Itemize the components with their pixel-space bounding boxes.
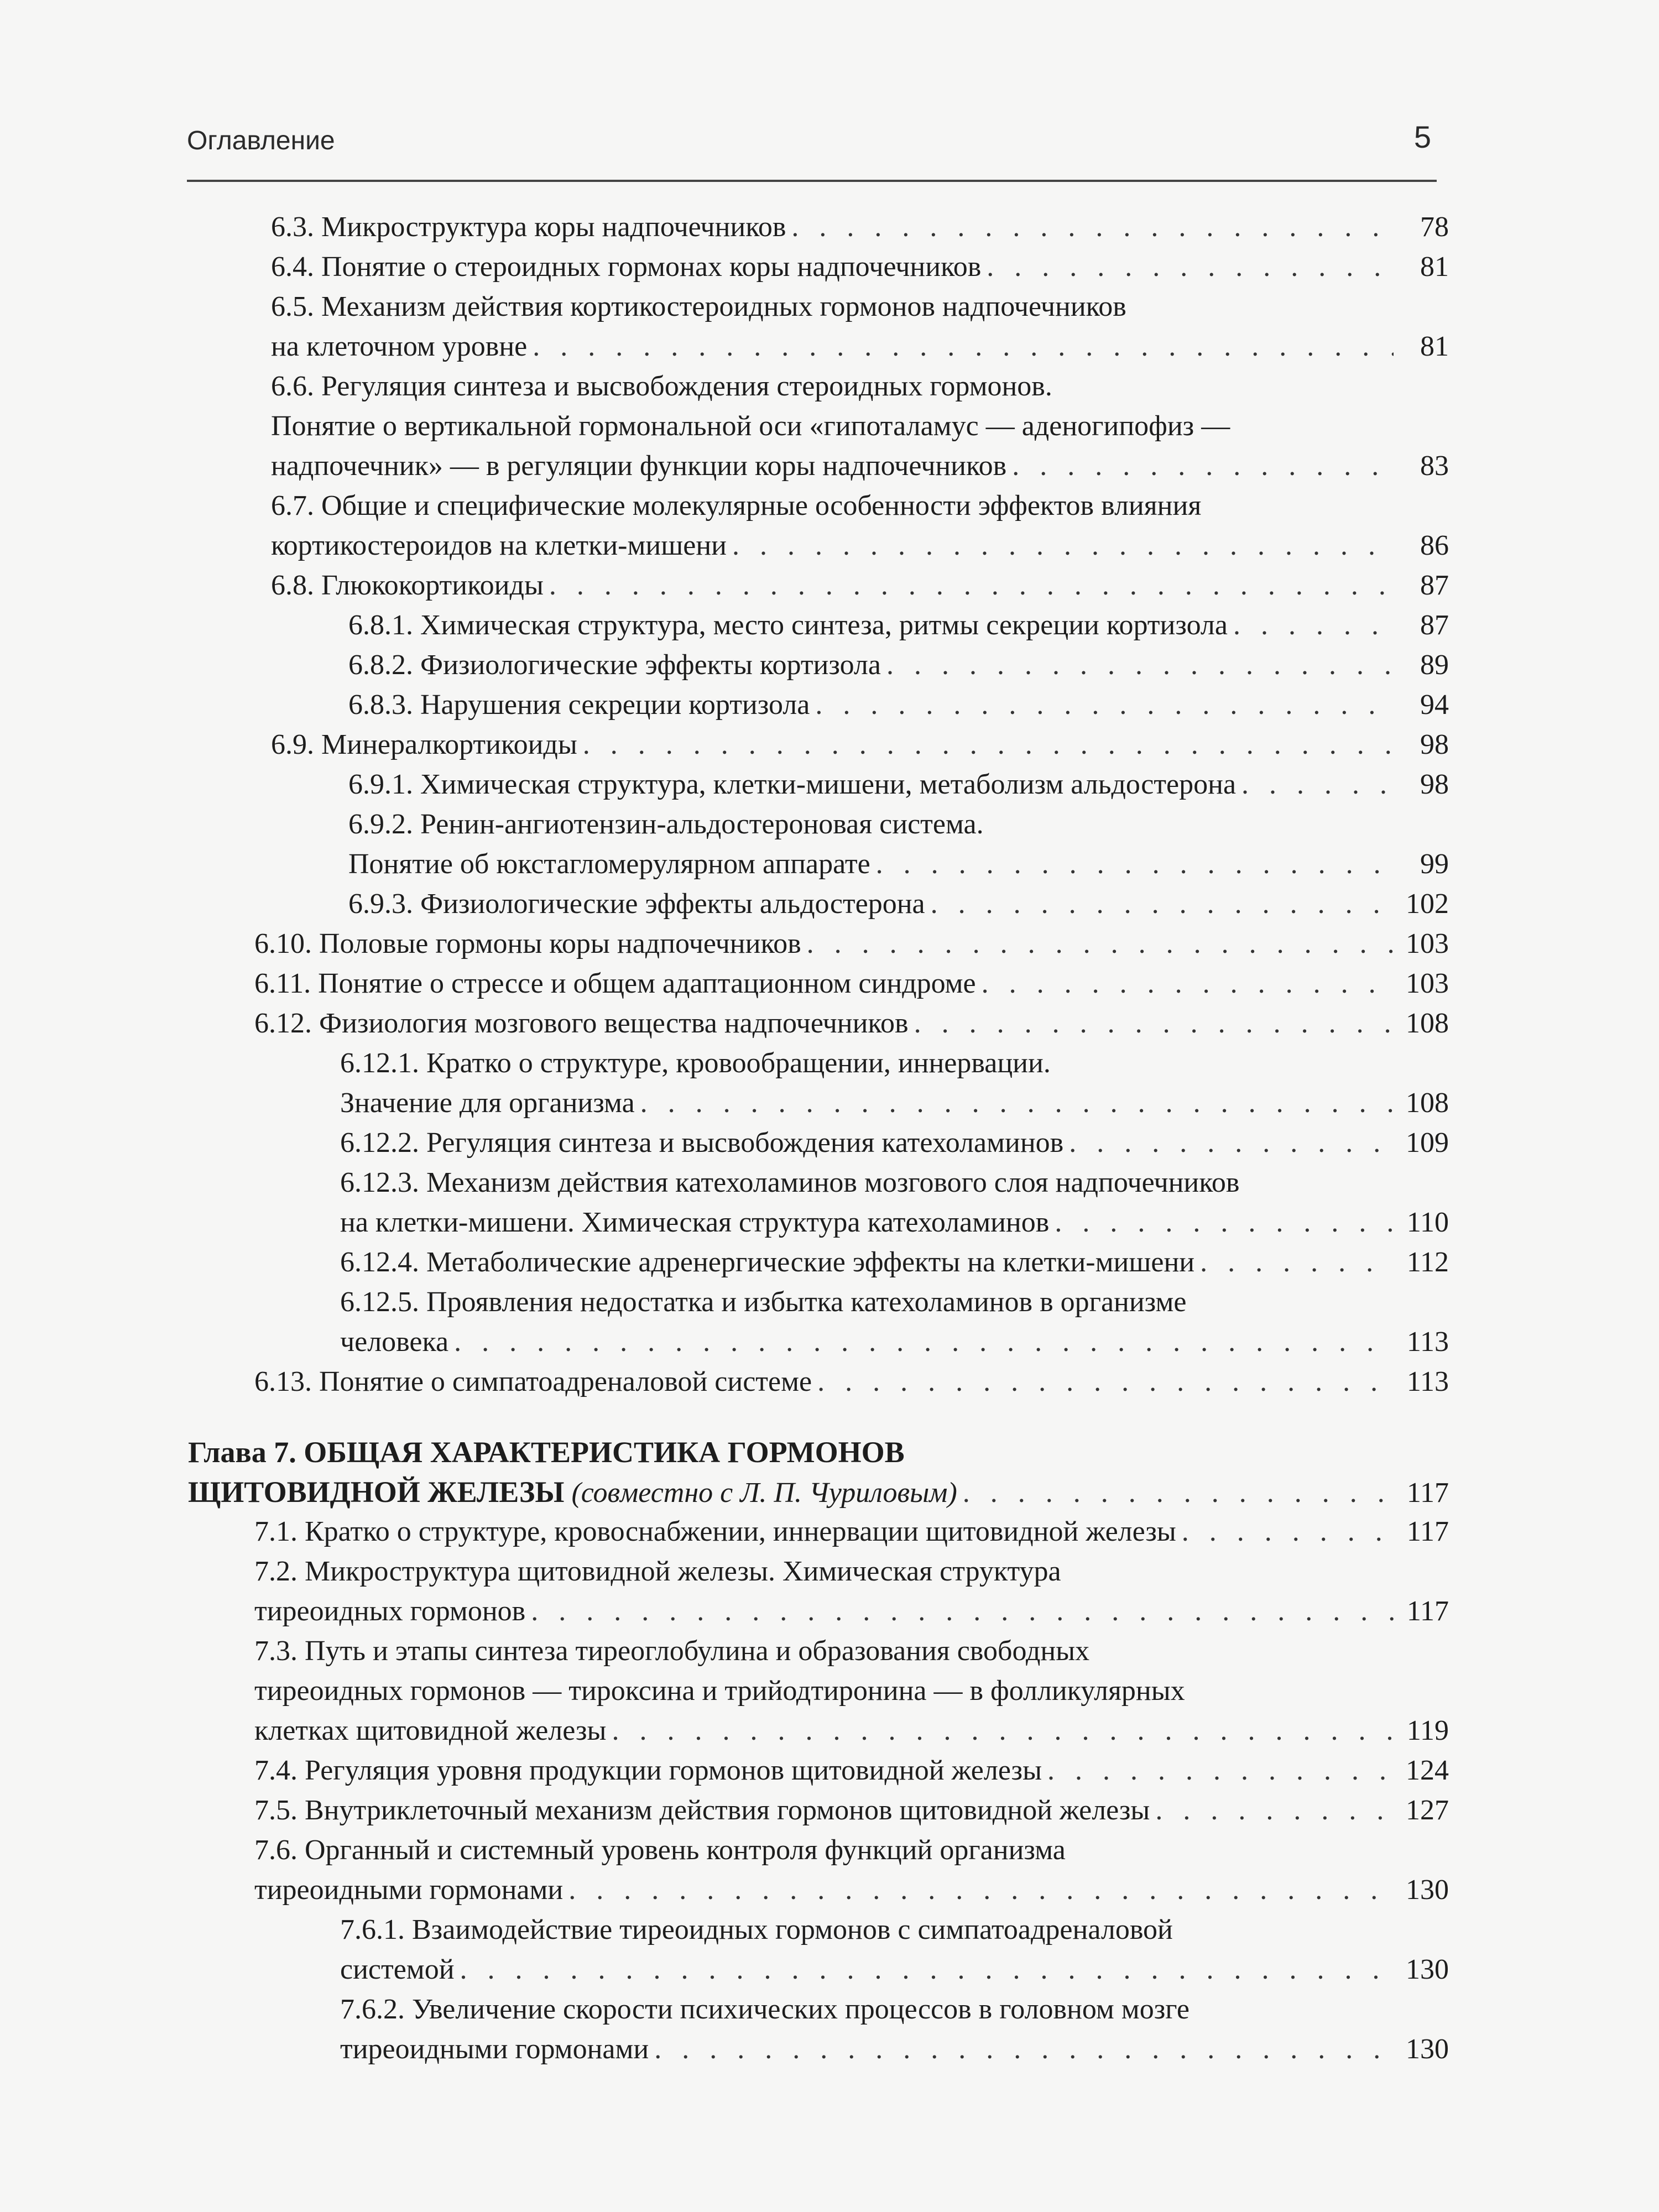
toc-entry-text: 6.12.3. Механизм действия катехоламинов мозгового слоя надпочечников (340, 1167, 1240, 1198)
toc-entry (188, 566, 1449, 606)
toc-page-number: 113 (1406, 1366, 1449, 1397)
running-header-title: Оглавление (187, 126, 335, 155)
toc-leader-dots (454, 1322, 1394, 1362)
toc-entry (188, 1512, 1449, 1552)
toc-entry-text: 7.6. Органный и системный уровень контроля функций организма (254, 1834, 1066, 1866)
toc-page-number: 87 (1420, 609, 1449, 641)
toc-entry-text: Понятие о вертикальной гормональной оси «гипоталамус — аденогипофиз — (271, 410, 1230, 442)
toc-page-number: 108 (1406, 1087, 1449, 1119)
toc-entry-text: кортикостероидов на клетки-мишени (271, 530, 727, 561)
toc-leader-dots (815, 685, 1394, 725)
toc-page-number: 98 (1420, 729, 1449, 760)
toc-entry-text: 6.10. Половые гормоны коры надпочечников (254, 928, 801, 959)
toc-entry-text: 6.8.1. Химическая структура, место синтеза, ритмы секреции кортизола (348, 609, 1228, 641)
toc-entry-text: на клетки-мишени. Химическая структура катехоламинов (340, 1207, 1050, 1238)
toc-leader-dots (549, 566, 1394, 606)
toc-entry (188, 1004, 1449, 1044)
toc-page-number: 99 (1420, 848, 1449, 880)
toc-page-number: 108 (1406, 1008, 1449, 1039)
toc-entry (188, 924, 1449, 964)
running-header (187, 113, 1437, 182)
toc-page-number: 130 (1406, 1874, 1449, 1906)
toc-entry-text: 7.4. Регуляция уровня продукции гормонов щитовидной железы (254, 1755, 1042, 1786)
toc-entry-text: Понятие об юкстагломерулярном аппарате (348, 848, 870, 880)
toc-page-number: 127 (1406, 1794, 1449, 1826)
toc-entry-text: 6.9. Минералкортикоиды (271, 729, 577, 760)
toc-leader-dots (1200, 1243, 1394, 1282)
toc-leader-dots (914, 1004, 1394, 1044)
toc-leader-dots (876, 844, 1394, 884)
toc-subentry (188, 645, 1449, 685)
toc-page-number: 130 (1406, 2033, 1449, 2065)
toc-entry-text: 6.12.5. Проявления недостатка и избытка катехоламинов в организме (340, 1286, 1187, 1318)
toc-entry (188, 327, 1449, 367)
toc-page-number: 81 (1420, 251, 1449, 283)
toc-leader-dots (1182, 1512, 1394, 1552)
toc-entry (188, 725, 1449, 765)
toc-entry-text: человека (340, 1326, 449, 1358)
toc-leader-dots (963, 1473, 1394, 1513)
toc-leader-dots (807, 924, 1394, 964)
toc-entry-text: 6.3. Микроструктура коры надпочечников (271, 211, 786, 243)
toc-leader-dots (1069, 1123, 1394, 1163)
table-of-contents (188, 207, 1449, 2069)
toc-leader-dots (1155, 1791, 1394, 1830)
toc-entry-text: 6.12. Физиология мозгового вещества надпочечников (254, 1008, 909, 1039)
toc-page-number: 102 (1406, 888, 1449, 920)
toc-leader-dots (791, 207, 1394, 247)
toc-leader-dots (1047, 1751, 1394, 1791)
toc-entry-text: тиреоидных гормонов (254, 1595, 526, 1627)
toc-entry-text: 6.5. Механизм действия кортикостероидных гормонов надпочечников (271, 291, 1126, 322)
toc-page-number: 103 (1406, 968, 1449, 999)
chapter-heading-text: ЩИТОВИДНОЙ ЖЕЛЕЗЫ (188, 1475, 565, 1509)
toc-entry (188, 247, 1449, 287)
toc-entry-text: 6.13. Понятие о симпатоадреналовой системе (254, 1366, 812, 1397)
toc-leader-dots (886, 645, 1394, 685)
toc-page-number: 110 (1406, 1207, 1449, 1238)
toc-entry-text: надпочечник» — в регуляции функции коры надпочечников (271, 450, 1007, 482)
toc-leader-dots (460, 1950, 1394, 1990)
toc-page-number: 94 (1420, 689, 1449, 721)
toc-page-number: 124 (1406, 1755, 1449, 1786)
toc-entry-text: 6.8.3. Нарушения секреции кортизола (348, 689, 810, 721)
toc-page-number: 130 (1406, 1954, 1449, 1985)
toc-entry-text: 6.7. Общие и специфические молекулярные особенности эффектов влияния (271, 490, 1202, 521)
toc-page-number: 87 (1420, 570, 1449, 601)
toc-leader-dots (583, 725, 1394, 765)
toc-leader-dots (533, 327, 1394, 367)
toc-entry-text: 7.1. Кратко о структуре, кровоснабжении, иннервации щитовидной железы (254, 1516, 1176, 1547)
toc-subentry (188, 685, 1449, 725)
toc-page-number: 117 (1406, 1595, 1449, 1627)
toc-entry-text: 6.11. Понятие о стрессе и общем адаптационном синдроме (254, 968, 976, 999)
toc-entry-text: 6.8.2. Физиологические эффекты кортизола (348, 649, 881, 681)
toc-leader-dots (987, 247, 1394, 287)
toc-entry-text: 7.6.1. Взаимодействие тиреоидных гормонов с симпатоадреналовой (340, 1914, 1173, 1945)
page-number: 5 (1413, 119, 1431, 154)
toc-leader-dots (982, 964, 1394, 1004)
toc-page-number: 78 (1420, 211, 1449, 243)
toc-subentry (188, 1083, 1449, 1123)
toc-subentry (188, 1322, 1449, 1362)
toc-entry-text: 7.6.2. Увеличение скорости психических процессов в головном мозге (340, 1994, 1190, 2025)
toc-entry (188, 526, 1449, 566)
toc-subentry (188, 844, 1449, 884)
toc-page-number: 89 (1420, 649, 1449, 681)
toc-page-number: 113 (1406, 1326, 1449, 1358)
toc-entry-text: 6.9.1. Химическая структура, клетки-мишени, метаболизм альдостерона (348, 769, 1237, 800)
toc-entry (188, 1751, 1449, 1791)
toc-page-number: 81 (1420, 331, 1449, 362)
toc-subentry (188, 765, 1449, 805)
toc-entry-text: 6.6. Регуляция синтеза и высвобождения стероидных гормонов. (271, 371, 1052, 402)
toc-entry-text: 7.5. Внутриклеточный механизм действия гормонов щитовидной железы (254, 1794, 1150, 1826)
toc-page-number: 109 (1406, 1127, 1449, 1159)
toc-entry (188, 1592, 1449, 1631)
toc-leader-dots (568, 1870, 1394, 1910)
toc-leader-dots (1233, 606, 1394, 645)
toc-leader-dots (640, 1083, 1394, 1123)
toc-entry-text: 6.12.4. Метаболические адренергические эффекты на клетки-мишени (340, 1246, 1195, 1278)
toc-leader-dots (612, 1711, 1394, 1751)
toc-leader-dots (1055, 1203, 1394, 1243)
chapter-heading-row (188, 1472, 1449, 1512)
toc-leader-dots (531, 1592, 1394, 1631)
toc-page-number: 83 (1420, 450, 1449, 482)
toc-entry-text: тиреоидными гормонами (254, 1874, 564, 1906)
toc-subentry (188, 2030, 1449, 2069)
toc-entry (188, 446, 1449, 486)
toc-entry-text: 7.3. Путь и этапы синтеза тиреоглобулина и образования свободных (254, 1635, 1090, 1667)
toc-entry-text: Значение для организма (340, 1087, 635, 1119)
toc-entry-text: 6.8. Глюкокортикоиды (271, 570, 544, 601)
toc-subentry (188, 1950, 1449, 1990)
toc-page-number: 98 (1420, 769, 1449, 800)
toc-entry-text: 6.9.3. Физиологические эффекты альдостерона (348, 888, 925, 920)
toc-entry-text: тиреоидных гормонов — тироксина и трийодтиронина — в фолликулярных (254, 1675, 1185, 1707)
toc-entry (188, 207, 1449, 247)
toc-page-number: 103 (1406, 928, 1449, 959)
toc-leader-dots (931, 884, 1394, 924)
toc-entry (188, 1791, 1449, 1830)
toc-page-number: 112 (1406, 1246, 1449, 1278)
toc-entry-text: 6.12.1. Кратко о структуре, кровообращении, иннервации. (340, 1047, 1051, 1079)
toc-page-number: 117 (1406, 1516, 1449, 1547)
toc-page-number: 86 (1420, 530, 1449, 561)
toc-leader-dots (654, 2030, 1394, 2069)
toc-subentry (188, 1243, 1449, 1282)
toc-entry-text: 6.4. Понятие о стероидных гормонах коры надпочечников (271, 251, 982, 283)
chapter-heading: Глава 7. ОБЩАЯ ХАРАКТЕРИСТИКА ГОРМОНОВ (188, 1436, 905, 1469)
toc-entry (188, 964, 1449, 1004)
toc-page-number: 117 (1406, 1477, 1449, 1509)
toc-subentry (188, 1203, 1449, 1243)
toc-page-number: 119 (1406, 1715, 1449, 1746)
toc-entry (188, 1870, 1449, 1910)
toc-entry-text: 6.12.2. Регуляция синтеза и высвобождения катехоламинов (340, 1127, 1064, 1159)
chapter-spacer (188, 1402, 1449, 1432)
toc-entry (188, 1362, 1449, 1402)
toc-leader-dots (817, 1362, 1394, 1402)
toc-leader-dots (1012, 446, 1394, 486)
toc-entry (188, 1711, 1449, 1751)
toc-leader-dots (732, 526, 1394, 566)
toc-entry-text: на клеточном уровне (271, 331, 528, 362)
toc-entry-text: тиреоидными гормонами (340, 2033, 649, 2065)
toc-subentry (188, 884, 1449, 924)
toc-entry-text: клетках щитовидной железы (254, 1715, 607, 1746)
toc-subentry (188, 1123, 1449, 1163)
toc-entry-text: системой (340, 1954, 455, 1985)
chapter-coauthor-note: (совместно с Л. П. Чуриловым) (571, 1477, 957, 1509)
toc-entry-text: 7.2. Микроструктура щитовидной железы. Химическая структура (254, 1556, 1061, 1587)
toc-subentry (188, 606, 1449, 645)
toc-leader-dots (1241, 765, 1394, 805)
toc-entry-text: 6.9.2. Ренин-ангиотензин-альдостероновая система. (348, 808, 984, 840)
